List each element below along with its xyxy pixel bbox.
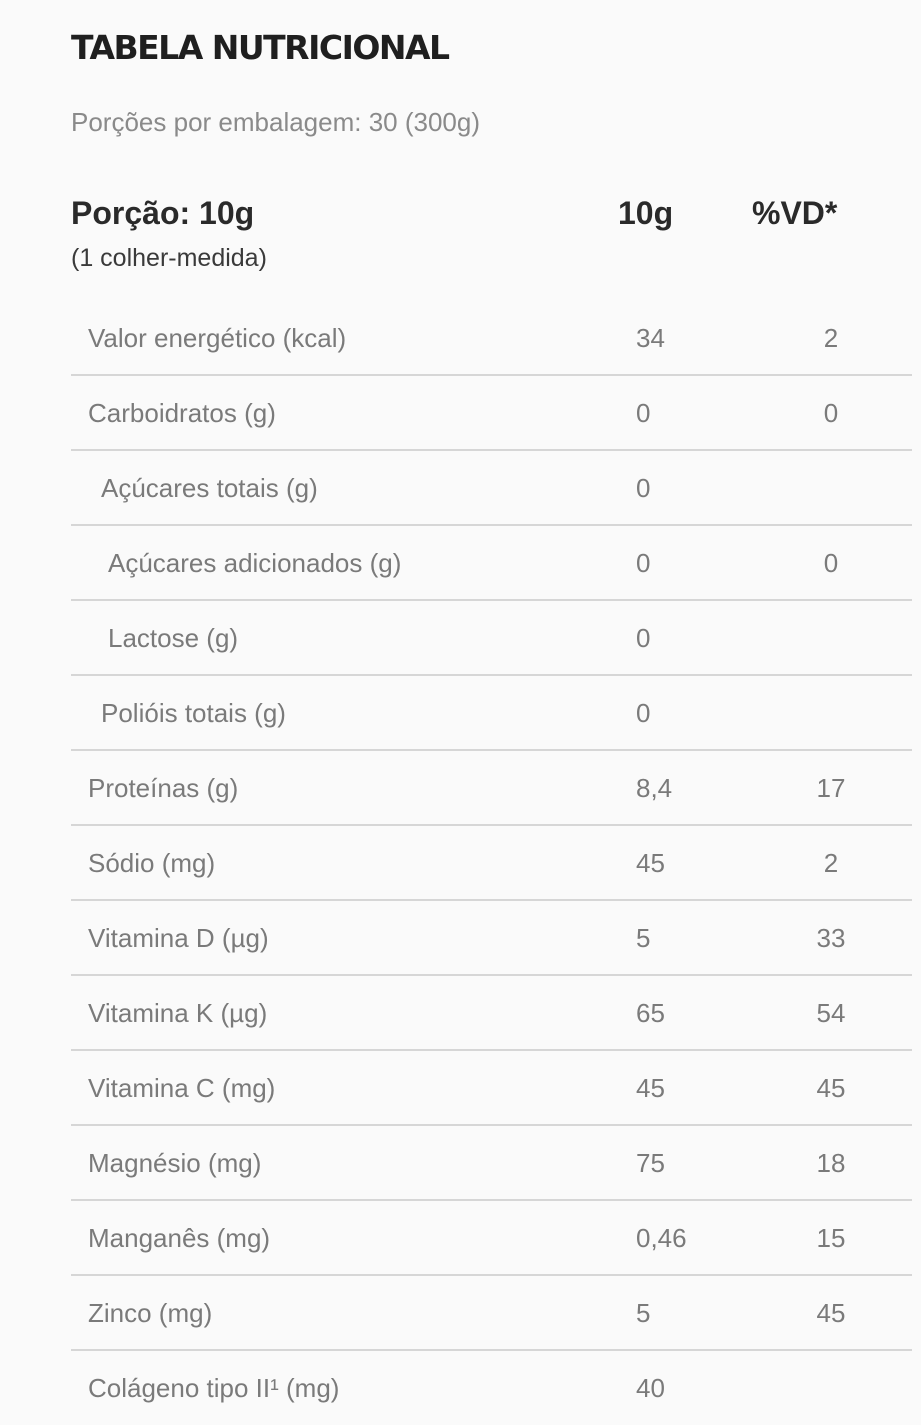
nutrient-amount: 8,4 bbox=[636, 773, 673, 803]
column-header-daily-value: %VD* bbox=[752, 195, 838, 231]
nutrient-daily-value: 45 bbox=[816, 1073, 846, 1103]
table-row-vitamin-c bbox=[71, 1051, 912, 1126]
nutrient-daily-value: 15 bbox=[816, 1223, 846, 1253]
nutrient-name: Carboidratos (g) bbox=[88, 398, 276, 428]
nutrient-amount: 0 bbox=[636, 698, 651, 728]
nutrient-name: Vitamina D (µg) bbox=[88, 923, 269, 953]
nutrient-amount: 0 bbox=[636, 623, 651, 653]
nutrient-daily-value: 2 bbox=[823, 848, 839, 878]
nutrient-name: Açúcares adicionados (g) bbox=[108, 548, 402, 578]
nutrient-name: Polióis totais (g) bbox=[101, 698, 286, 728]
table-row-polyols bbox=[71, 676, 912, 751]
table-row-vitamin-d bbox=[71, 901, 912, 976]
table-row-added-sugars bbox=[71, 526, 912, 601]
table-row-total-sugars bbox=[71, 451, 912, 526]
nutrient-name: Sódio (mg) bbox=[88, 848, 216, 878]
nutrient-name: Zinco (mg) bbox=[88, 1298, 213, 1328]
nutrient-amount: 34 bbox=[636, 323, 665, 353]
table-row-magnesium bbox=[71, 1126, 912, 1201]
nutrient-name: Lactose (g) bbox=[108, 623, 239, 653]
table-row-vitamin-k bbox=[71, 976, 912, 1051]
nutrient-name: Vitamina K (µg) bbox=[88, 998, 268, 1028]
nutrient-amount: 40 bbox=[636, 1373, 665, 1403]
portion-label: Porção: 10g bbox=[71, 195, 255, 231]
nutrient-amount: 5 bbox=[636, 923, 651, 953]
nutrient-amount: 0 bbox=[636, 473, 651, 503]
nutrient-name: Vitamina C (mg) bbox=[88, 1073, 276, 1103]
nutrient-amount: 0,46 bbox=[636, 1223, 687, 1253]
nutrient-daily-value: 18 bbox=[816, 1148, 846, 1178]
nutrient-name: Magnésio (mg) bbox=[88, 1148, 262, 1178]
nutrient-name: Colágeno tipo II¹ (mg) bbox=[88, 1373, 340, 1403]
nutrient-amount: 75 bbox=[636, 1148, 665, 1178]
portion-subtitle: (1 colher-medida) bbox=[71, 244, 267, 272]
nutrient-name: Açúcares totais (g) bbox=[101, 473, 318, 503]
nutrient-daily-value: 33 bbox=[816, 923, 846, 953]
nutrient-amount: 0 bbox=[636, 398, 651, 428]
table-row-manganese bbox=[71, 1201, 912, 1276]
nutrient-daily-value: 45 bbox=[816, 1298, 846, 1328]
table-row-carbohydrates bbox=[71, 376, 912, 451]
nutrient-amount: 0 bbox=[636, 548, 651, 578]
table-row-lactose bbox=[71, 601, 912, 676]
nutrient-amount: 45 bbox=[636, 1073, 665, 1103]
page-title: TABELA NUTRICIONAL bbox=[71, 28, 449, 67]
nutrient-name: Proteínas (g) bbox=[88, 773, 239, 803]
table-row-energy bbox=[71, 301, 912, 376]
nutrient-daily-value: 0 bbox=[823, 548, 839, 578]
nutrient-daily-value: 17 bbox=[816, 773, 846, 803]
nutrient-name: Valor energético (kcal) bbox=[88, 323, 347, 353]
nutrient-daily-value: 0 bbox=[823, 398, 839, 428]
table-row-zinc bbox=[71, 1276, 912, 1351]
column-header-amount: 10g bbox=[618, 195, 674, 231]
nutrient-amount: 45 bbox=[636, 848, 665, 878]
table-row-proteins bbox=[71, 751, 912, 826]
nutrient-name: Manganês (mg) bbox=[88, 1223, 271, 1253]
table-row-collagen bbox=[71, 1351, 912, 1424]
table-row-sodium bbox=[71, 826, 912, 901]
servings-per-package: Porções por embalagem: 30 (300g) bbox=[71, 107, 481, 137]
nutrient-amount: 65 bbox=[636, 998, 665, 1028]
nutrition-table bbox=[71, 301, 912, 1424]
nutrient-amount: 5 bbox=[636, 1298, 651, 1328]
nutrient-daily-value: 54 bbox=[816, 998, 846, 1028]
nutrient-daily-value: 2 bbox=[823, 323, 839, 353]
